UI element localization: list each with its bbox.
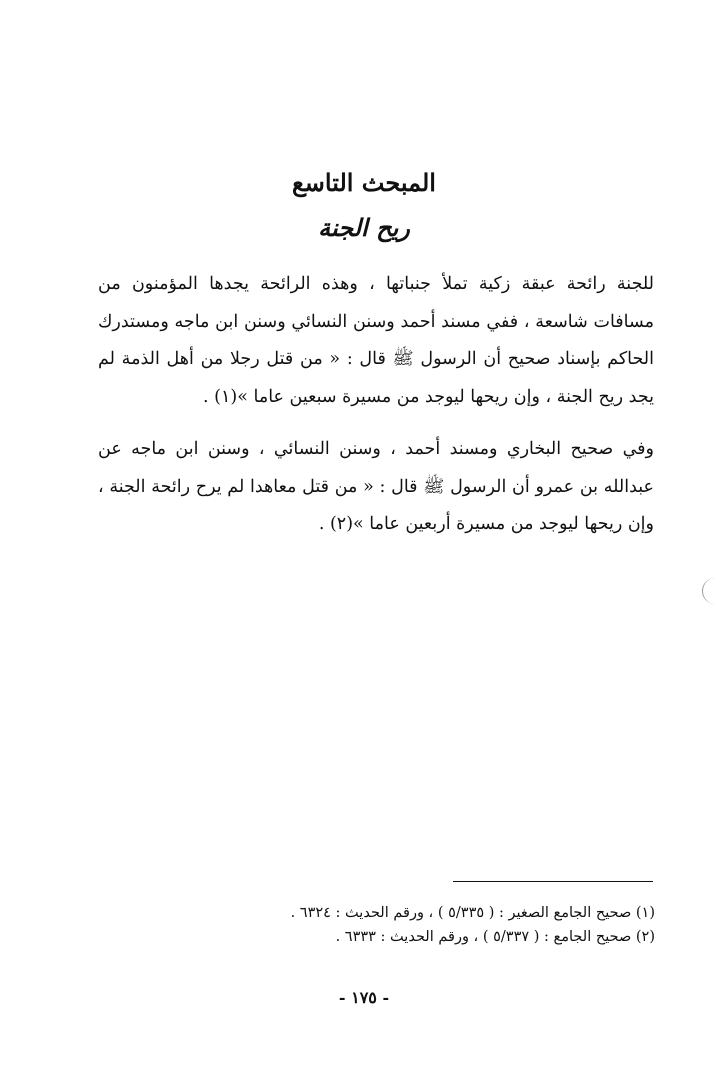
footnote-1: (١) صحيح الجامع الصغير : ( ٥/٣٣٥ ) ، ورقم الحديث : ٦٣٢٤ . — [290, 905, 655, 921]
footnote-separator — [453, 881, 653, 882]
chapter-title: المبحث التاسع — [292, 168, 436, 197]
chapter-subtitle: ريح الجنة — [318, 213, 410, 242]
body-paragraph-1: للجنة رائحة عبقة زكية تملأ جنباتها ، وهذه الرائحة يجدها المؤمنون من مسافات شاسعة ، ففي مسند أحمد وسنن النسائي وسنن ابن ماجه ومستدرك الحاكم بإسناد صحيح أن الرسول ﷺ قال : « من قتل رجلا من أهل الذمة لم يجد ريح الجنة ، وإن ريحها ليوجد من مسيرة سبعين عاما »(١) . — [98, 274, 654, 407]
footnote-2: (٢) صحيح الجامع : ( ٥/٣٣٧ ) ، ورقم الحديث : ٦٣٣٣ . — [335, 929, 655, 945]
page-number: - ١٧٥ - — [338, 988, 390, 1007]
body-paragraph-2: وفي صحيح البخاري ومسند أحمد ، وسنن النسائي ، وسنن ابن ماجه عن عبدالله بن عمرو أن الرسول ﷺ قال : « من قتل معاهدا لم يرح رائحة الجنة ، وإن ريحها ليوجد من مسيرة أربعين عاما »(٢) . — [98, 439, 654, 534]
scan-edge-mark — [702, 578, 723, 604]
